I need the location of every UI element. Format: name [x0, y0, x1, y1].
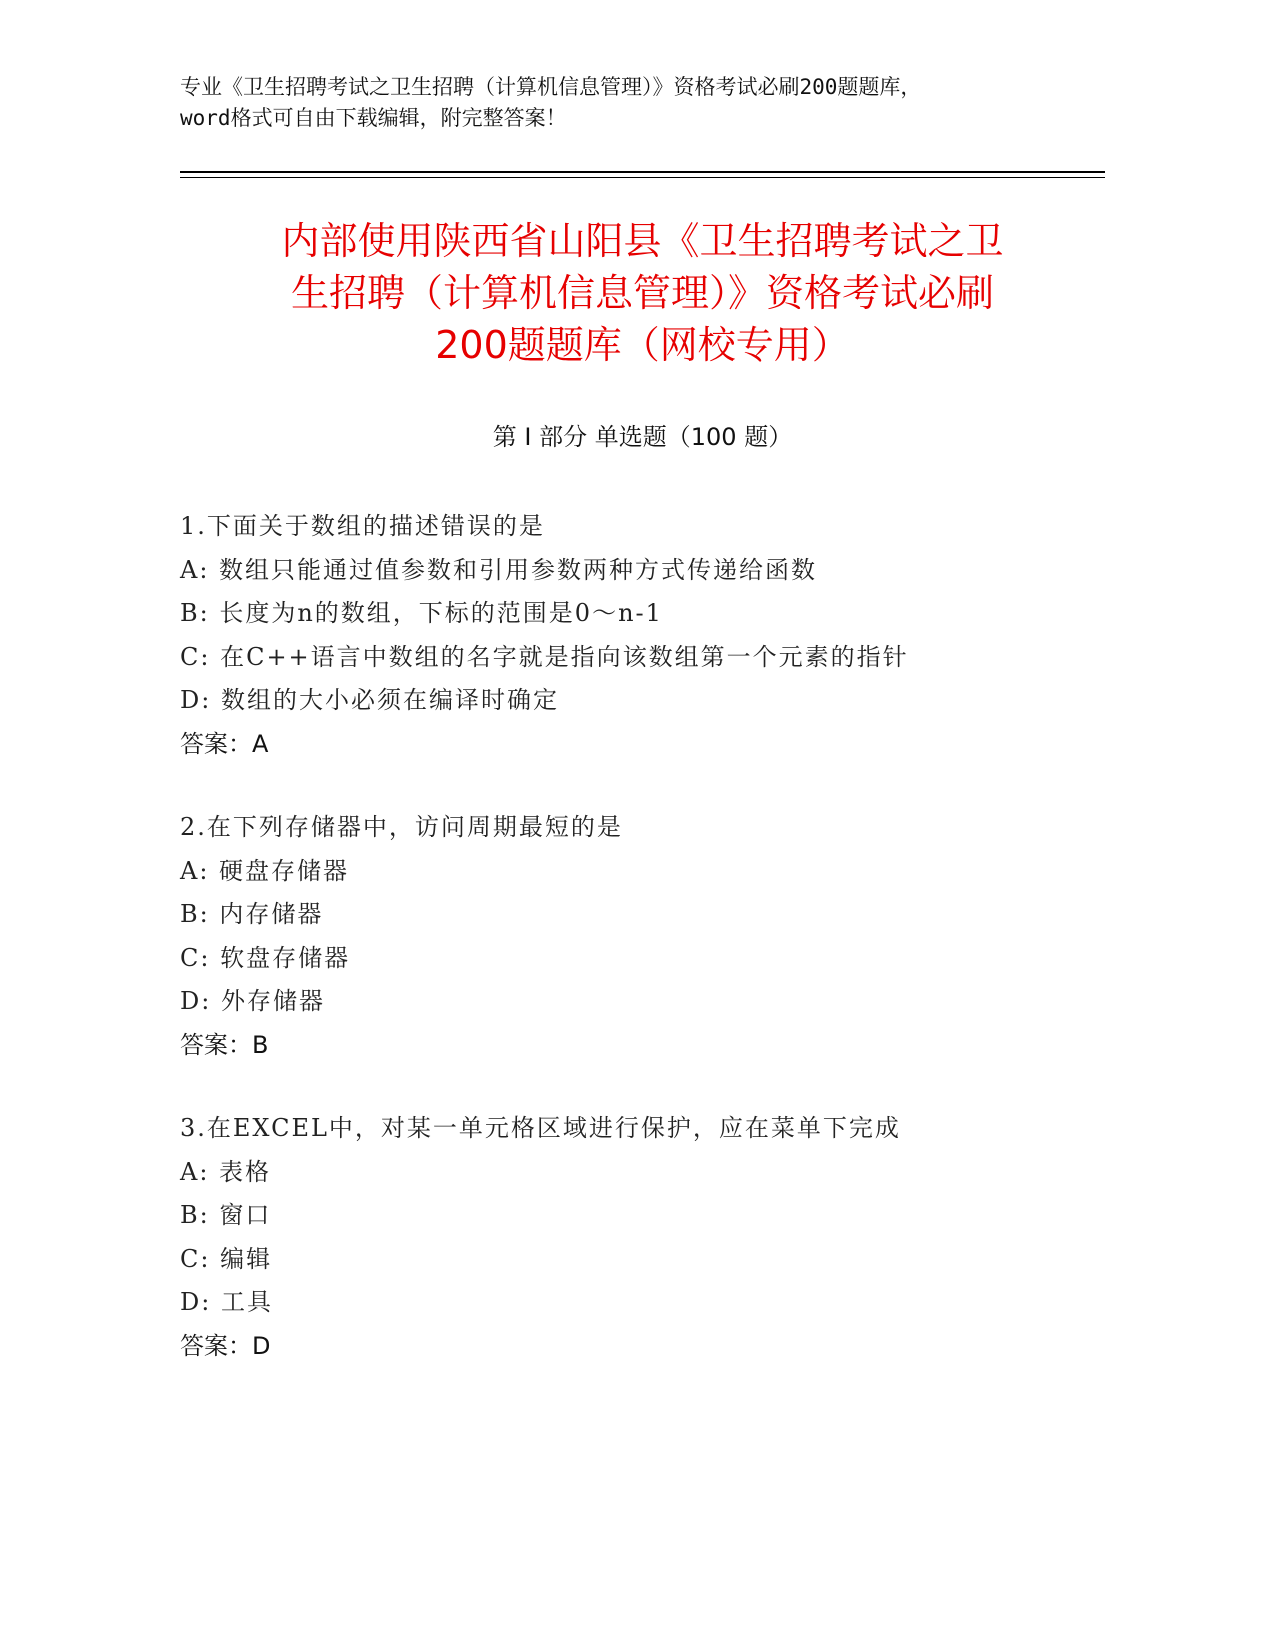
section-heading: 第 I 部分 单选题（100 题）	[492, 423, 793, 451]
option-a: A: 硬盘存储器	[180, 856, 350, 885]
question-stem: 3.在EXCEL中，对某一单元格区域进行保护，应在菜单下完成	[180, 1114, 901, 1142]
option-d: D: 数组的大小必须在编译时确定	[180, 686, 559, 714]
answer-label: 答案：A	[180, 729, 269, 758]
document-title-line-3: 200题题库（网校专用）	[435, 323, 850, 367]
option-c: C: 在C++语言中数组的名字就是指向该数组第一个元素的指针	[180, 642, 909, 671]
option-b: B: 窗口	[180, 1201, 272, 1229]
question-stem: 1.下面关于数组的描述错误的是	[180, 512, 545, 540]
question-stem: 2.在下列存储器中，访问周期最短的是	[180, 813, 623, 841]
question-item	[180, 505, 1105, 766]
question-item	[180, 1107, 1105, 1368]
question-list	[180, 505, 1105, 1408]
option-d: D: 外存储器	[180, 987, 325, 1015]
option-b: B: 内存储器	[180, 900, 324, 928]
option-d: D: 工具	[180, 1288, 273, 1316]
header-divider-thin	[180, 177, 1105, 178]
option-c: C: 软盘存储器	[180, 943, 351, 972]
header-note-line-2: word格式可自由下载编辑，附完整答案！	[180, 106, 567, 130]
header-divider-thick	[180, 171, 1105, 173]
header-note-line-1: 专业《卫生招聘考试之卫生招聘（计算机信息管理）》资格考试必刷200题题库，	[180, 75, 922, 99]
header-note	[180, 72, 1100, 134]
question-item	[180, 806, 1105, 1067]
document-title-line-1: 内部使用陕西省山阳县《卫生招聘考试之卫	[281, 219, 1004, 263]
document-title	[150, 215, 1135, 371]
answer-label: 答案：B	[180, 1030, 269, 1059]
option-c: C: 编辑	[180, 1244, 273, 1273]
option-a: A: 数组只能通过值参数和引用参数两种方式传递给函数	[180, 555, 818, 584]
option-a: A: 表格	[180, 1157, 272, 1186]
option-b: B: 长度为n的数组，下标的范围是0～n-1	[180, 599, 663, 627]
answer-label: 答案：D	[180, 1331, 271, 1360]
document-title-line-2: 生招聘（计算机信息管理）》资格考试必刷	[290, 271, 994, 315]
